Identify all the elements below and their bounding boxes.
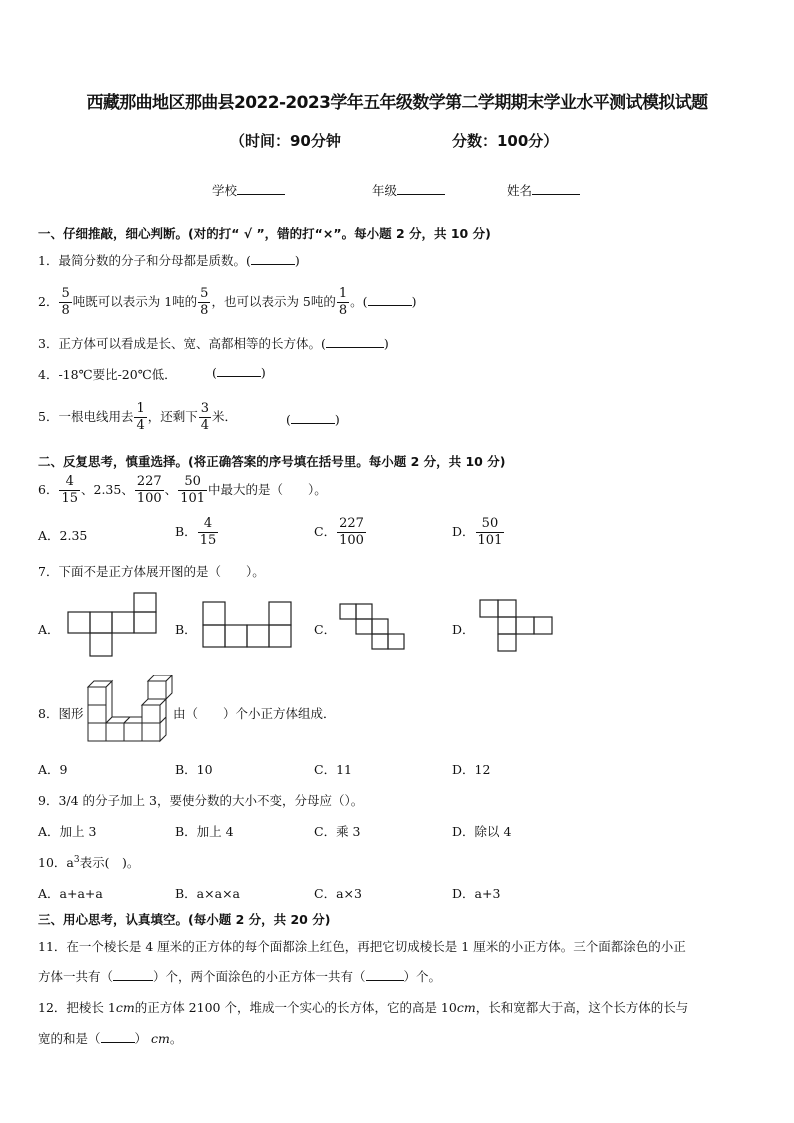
text: 宽的和是（ [38,1031,101,1046]
option-a: A． [38,622,60,637]
denominator: 100 [136,491,162,506]
question-5-text-b: ，还剩下 [147,409,198,424]
fraction [198,516,219,549]
unit-cm: cm [115,1000,135,1015]
option-b: B．10 [175,762,213,777]
denominator: 101 [180,491,206,506]
cube-net-b [201,600,297,650]
text: 。 [169,1031,183,1046]
denominator: 8 [338,303,348,318]
numerator: 1 [338,286,348,301]
question-9: 9．3/4 的分子加上 3，要使分数的大小不变，分母应（）。 [38,793,364,808]
numerator: 227 [339,516,364,531]
question-8-tail [173,704,336,722]
option-label: C． [314,524,337,539]
question-12-line-2 [38,1029,182,1047]
answer-blank [113,969,153,981]
question-6-text: 中最大的是（ ）。 [208,482,327,497]
name-label: 姓名 [507,183,533,198]
option-d: D．a+3 [452,886,501,901]
question-5-text-c: 米． [212,409,238,424]
denominator: 15 [199,533,217,548]
fraction [59,474,80,507]
answer-blank [368,294,412,306]
grade-blank [397,182,445,195]
question-5-answer [286,412,340,427]
paren-close: ) [334,412,340,427]
cube-net-c [338,602,408,652]
option-b: B．加上 4 [175,824,234,839]
option-label: B． [175,524,197,539]
text: 方体一共有（ [38,969,114,984]
denominator: 8 [200,303,209,318]
option-d: D． [452,622,475,637]
denominator: 15 [61,491,78,506]
numerator: 1 [136,401,145,416]
option-a: A．9 [38,762,68,777]
question-number: 6． [38,482,59,497]
question-2-text-c: 。( [350,294,368,309]
numerator: 4 [59,474,80,491]
numerator: 3 [200,401,210,416]
denominator: 4 [200,418,210,433]
section-3-heading: 三、用心思考，认真填空。(每小题 2 分，共 20 分) [38,912,331,927]
question-8-text-a: 8．图形 [38,706,84,721]
name-field [507,181,580,199]
denominator: 4 [136,418,145,433]
exam-score: 分数：100分） [452,132,559,150]
text: 的正方体 2100 个，堆成一个实心的长方体，它的高是 10 [134,1000,457,1015]
question-11-line-1: 11．在一个棱长是 4 厘米的正方体的每个面都涂上红色，再把它切成棱长是 1 厘米的小正方体。三个面都涂色的小正 [38,939,686,954]
question-7: 7．下面不是正方体展开图的是（ ）。 [38,564,265,579]
numerator: 5 [61,286,70,301]
option-a: A．加上 3 [38,824,97,839]
answer-blank [291,412,335,424]
name-blank [532,182,580,195]
cube-net-d [478,598,554,654]
fraction [178,474,207,507]
paren-close: ) [294,253,300,268]
text: 12．把棱长 1 [38,1000,116,1015]
question-6 [38,474,327,507]
option-d: D．除以 4 [452,824,512,839]
unit-cm: cm [456,1000,476,1015]
answer-blank [251,253,295,265]
cube-net-a [66,592,162,660]
school-blank [237,182,285,195]
answer-blank [217,365,261,377]
option-a: A．2.35 [38,528,88,543]
answer-blank [101,1031,135,1043]
question-10-text-b: 表示( )。 [79,855,140,870]
numerator: 227 [136,474,162,489]
question-4 [38,365,177,383]
option-c: C．a×3 [314,886,362,901]
section-2-heading: 二、反复思考，慎重选择。(将正确答案的序号填在括号里。每小题 2 分，共 10 分) [38,454,506,469]
fraction [199,401,211,434]
paren-close: ) [383,336,389,351]
fraction [198,286,210,319]
text: ，长和宽都大于高，这个长方体的长与 [475,1000,689,1015]
section-1-heading: 一、仔细推敲，细心判断。(对的打“ √ ”，错的打“×”。每小题 2 分，共 10 分) [38,226,491,241]
unit-cm: cm [151,1031,170,1046]
text: ）个。 [403,969,442,984]
option-a: A．a+a+a [38,886,103,901]
school-label: 学校 [212,183,238,198]
option-label: D． [452,524,475,539]
answer-blank [326,336,384,348]
option-c [314,516,367,549]
fraction [337,286,349,319]
exam-time: （时间：90分钟 [230,132,341,150]
question-2 [38,286,416,319]
option-b [175,516,219,549]
exponent: 3 [73,854,80,865]
fraction [134,401,146,434]
numerator: 50 [178,474,207,491]
grade-label: 年级 [372,183,398,198]
option-d [452,516,505,549]
paren-open: ( [286,412,291,427]
question-4-text: 4．-18℃要比-20℃低． [38,367,177,382]
question-5 [38,401,237,434]
question-2-text-a: 吨既可以表示为 1吨的 [72,294,198,309]
separator: 、 [164,482,178,497]
question-5-text-a: 5．一根电线用去 [38,409,134,424]
question-3-text: 3．正方体可以看成是长、宽、高都相等的长方体。( [38,336,326,351]
denominator: 101 [477,533,503,548]
question-10-text-a: 10．a [38,855,74,870]
option-c: C．11 [314,762,352,777]
cube-stack-figure [86,675,180,745]
option-c: C． [314,622,337,637]
option-c: C．乘 3 [314,824,361,839]
question-1-text: 1．最简分数的分子和分母都是质数。( [38,253,251,268]
question-2-text-b: ，也可以表示为 5吨的 [211,294,336,309]
option-d: D．12 [452,762,491,777]
fraction [476,516,505,549]
separator: 、2.35、 [81,482,134,497]
grade-field [372,181,445,199]
school-field [212,181,285,199]
fraction [337,516,366,549]
paren-close: ) [260,365,266,380]
fraction [135,474,164,507]
option-b: B． [175,622,197,637]
numerator: 50 [476,516,505,533]
question-11-line-2 [38,967,441,985]
question-number: 2． [38,294,59,309]
question-12-line-1 [38,998,688,1016]
question-10 [38,853,139,871]
numerator: 4 [198,516,219,533]
answer-blank [366,969,404,981]
question-8 [38,704,83,722]
page-title: 西藏那曲地区那曲县2022-2023学年五年级数学第二学期期末学业水平测试模拟试题 [86,93,708,113]
numerator: 5 [200,286,209,301]
text: ）个，两个面涂色的小正方体一共有（ [153,969,366,984]
question-4-answer [212,365,266,380]
text: ） [134,1031,148,1046]
denominator: 100 [339,533,364,548]
paren-open: ( [212,365,217,380]
fraction [59,286,71,319]
question-1 [38,251,300,269]
option-b: B．a×a×a [175,886,240,901]
paren-close: ) [411,294,417,309]
question-3 [38,334,389,352]
denominator: 8 [61,303,70,318]
question-8-text-b: 由（ ）个小正方体组成． [173,706,336,721]
